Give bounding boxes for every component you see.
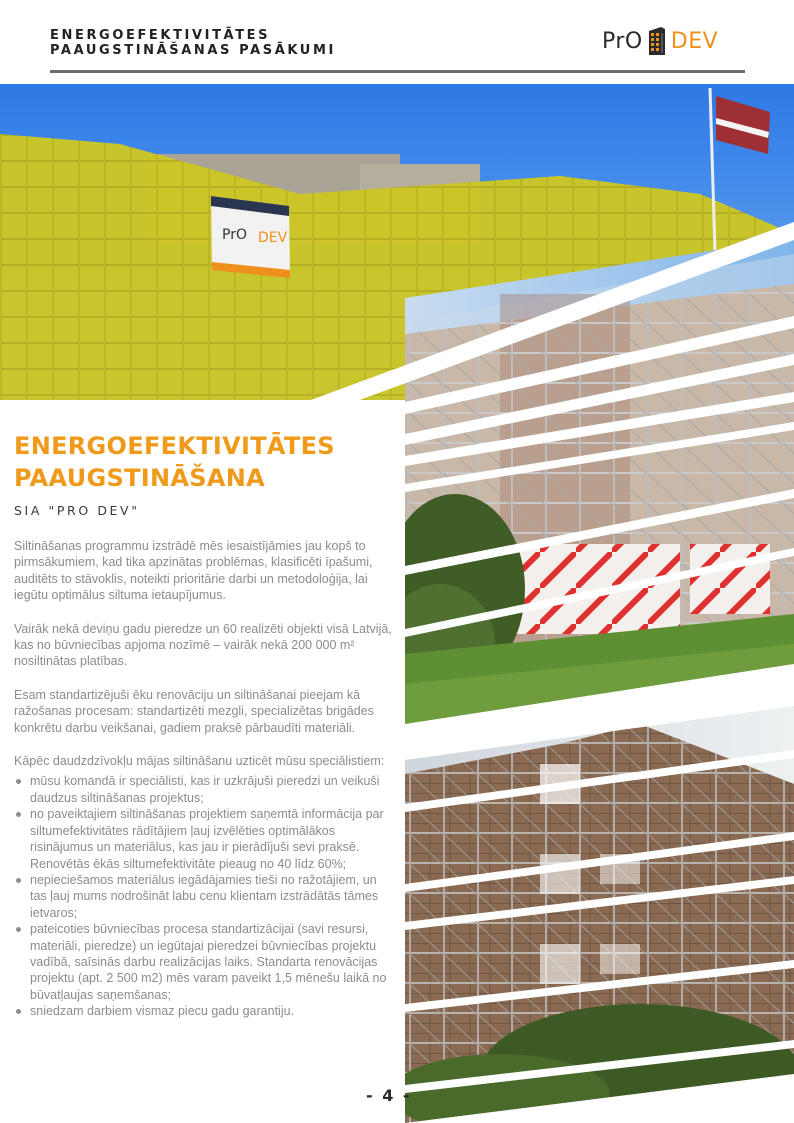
pro-dev-banner bbox=[211, 196, 290, 278]
article-content bbox=[14, 430, 394, 1020]
header-title-line-1: ENERGOEFEKTIVITĀTES bbox=[50, 28, 271, 43]
pro-dev-logo bbox=[602, 26, 718, 56]
logo-text-pro: PrO bbox=[602, 28, 643, 54]
list-item: mūsu komandā ir speciālisti, kas ir uzkrājuši pieredzi un veikuši daudzus siltināšanas projektus; bbox=[14, 773, 394, 806]
article-title-line-2: PAAUGSTINĀŠANA bbox=[14, 464, 265, 492]
logo-text-dev: DEV bbox=[670, 28, 719, 54]
benefits-list bbox=[14, 773, 394, 1019]
article-title-line-1: ENERGOEFEKTIVITĀTES bbox=[14, 432, 335, 460]
paragraph-4: Kāpēc daudzdzīvokļu mājas siltināšanu uzticēt mūsu speciālistiem: bbox=[14, 754, 385, 769]
article-title bbox=[14, 430, 394, 494]
banner-text-dev: DEV bbox=[258, 230, 288, 246]
header-title-line-2: PAAUGSTINĀŠANAS PASĀKUMI bbox=[50, 43, 336, 58]
document-header-title bbox=[50, 28, 336, 58]
list-item: nepieciešamos materiālus iegādājamies tieši no ražotājiem, un tas ļauj mums nodrošināt labu cenu klientam izstrādātās tāmes ietvaros; bbox=[14, 872, 394, 921]
header-divider bbox=[50, 70, 745, 73]
banner-text-pro: PrO bbox=[222, 227, 247, 243]
photo-brick-building-scaffolding bbox=[390, 704, 794, 1123]
building-icon bbox=[649, 27, 665, 55]
list-item: no paveiktajiem siltināšanas projektiem saņemtā informācija par siltumefektivitātes rādītājiem ļauj izvēlēties optimālākos risinājumus un materiālus, kas jau ir pierādījuši sevi praksē. Renovētās ēkās siltumefektivitāte pieaug no 40 līdz 60%; bbox=[14, 806, 394, 872]
list-item: pateicoties būvniecības procesa standartizācijai (savi resursi, materiāli, pieredze) un iegūtajai pieredzei būvniecības projektu vadībā, saīsinās darbu realizācijas laiks. Standarta renovācijas projektu (apt. 2 500 m2) mēs varam paveikt 1,5 mēnešu laikā no būvatļaujas saņemšanas; bbox=[14, 921, 394, 1003]
paragraph-2: Vairāk nekā deviņu gadu pieredze un 60 realizēti objekti visā Latvijā, kas no būvniecības apjoma nozīmē – vairāk nekā 200 000 m² nosiltinātas platības. bbox=[14, 621, 392, 669]
page-number: - 4 - bbox=[366, 1086, 412, 1105]
paragraph-3: Esam standartizējuši ēku renovāciju un siltināšanai pieejam kā ražošanas procesam: standartizēti mezgli, specializētas brigādes konkrētu darbu veikšanai, gadiem praksē pārbaudīti materiāli. bbox=[14, 687, 374, 735]
article-subtitle: SIA "PRO DEV" bbox=[14, 503, 140, 518]
paragraph-1: Siltināšanas programmu izstrādē mēs iesaistījāmies jau kopš to pirmsākumiem, kad tika apzinātas problēmas, klasificēti īpašumi, auditēts to stāvoklis, noteikti prioritārie darbi un metodoloģija, lai iegūtu optimālus siltuma ietaupījumus. bbox=[14, 539, 373, 603]
list-item: sniedzam darbiem vismaz piecu gadu garantiju. bbox=[14, 1003, 394, 1019]
